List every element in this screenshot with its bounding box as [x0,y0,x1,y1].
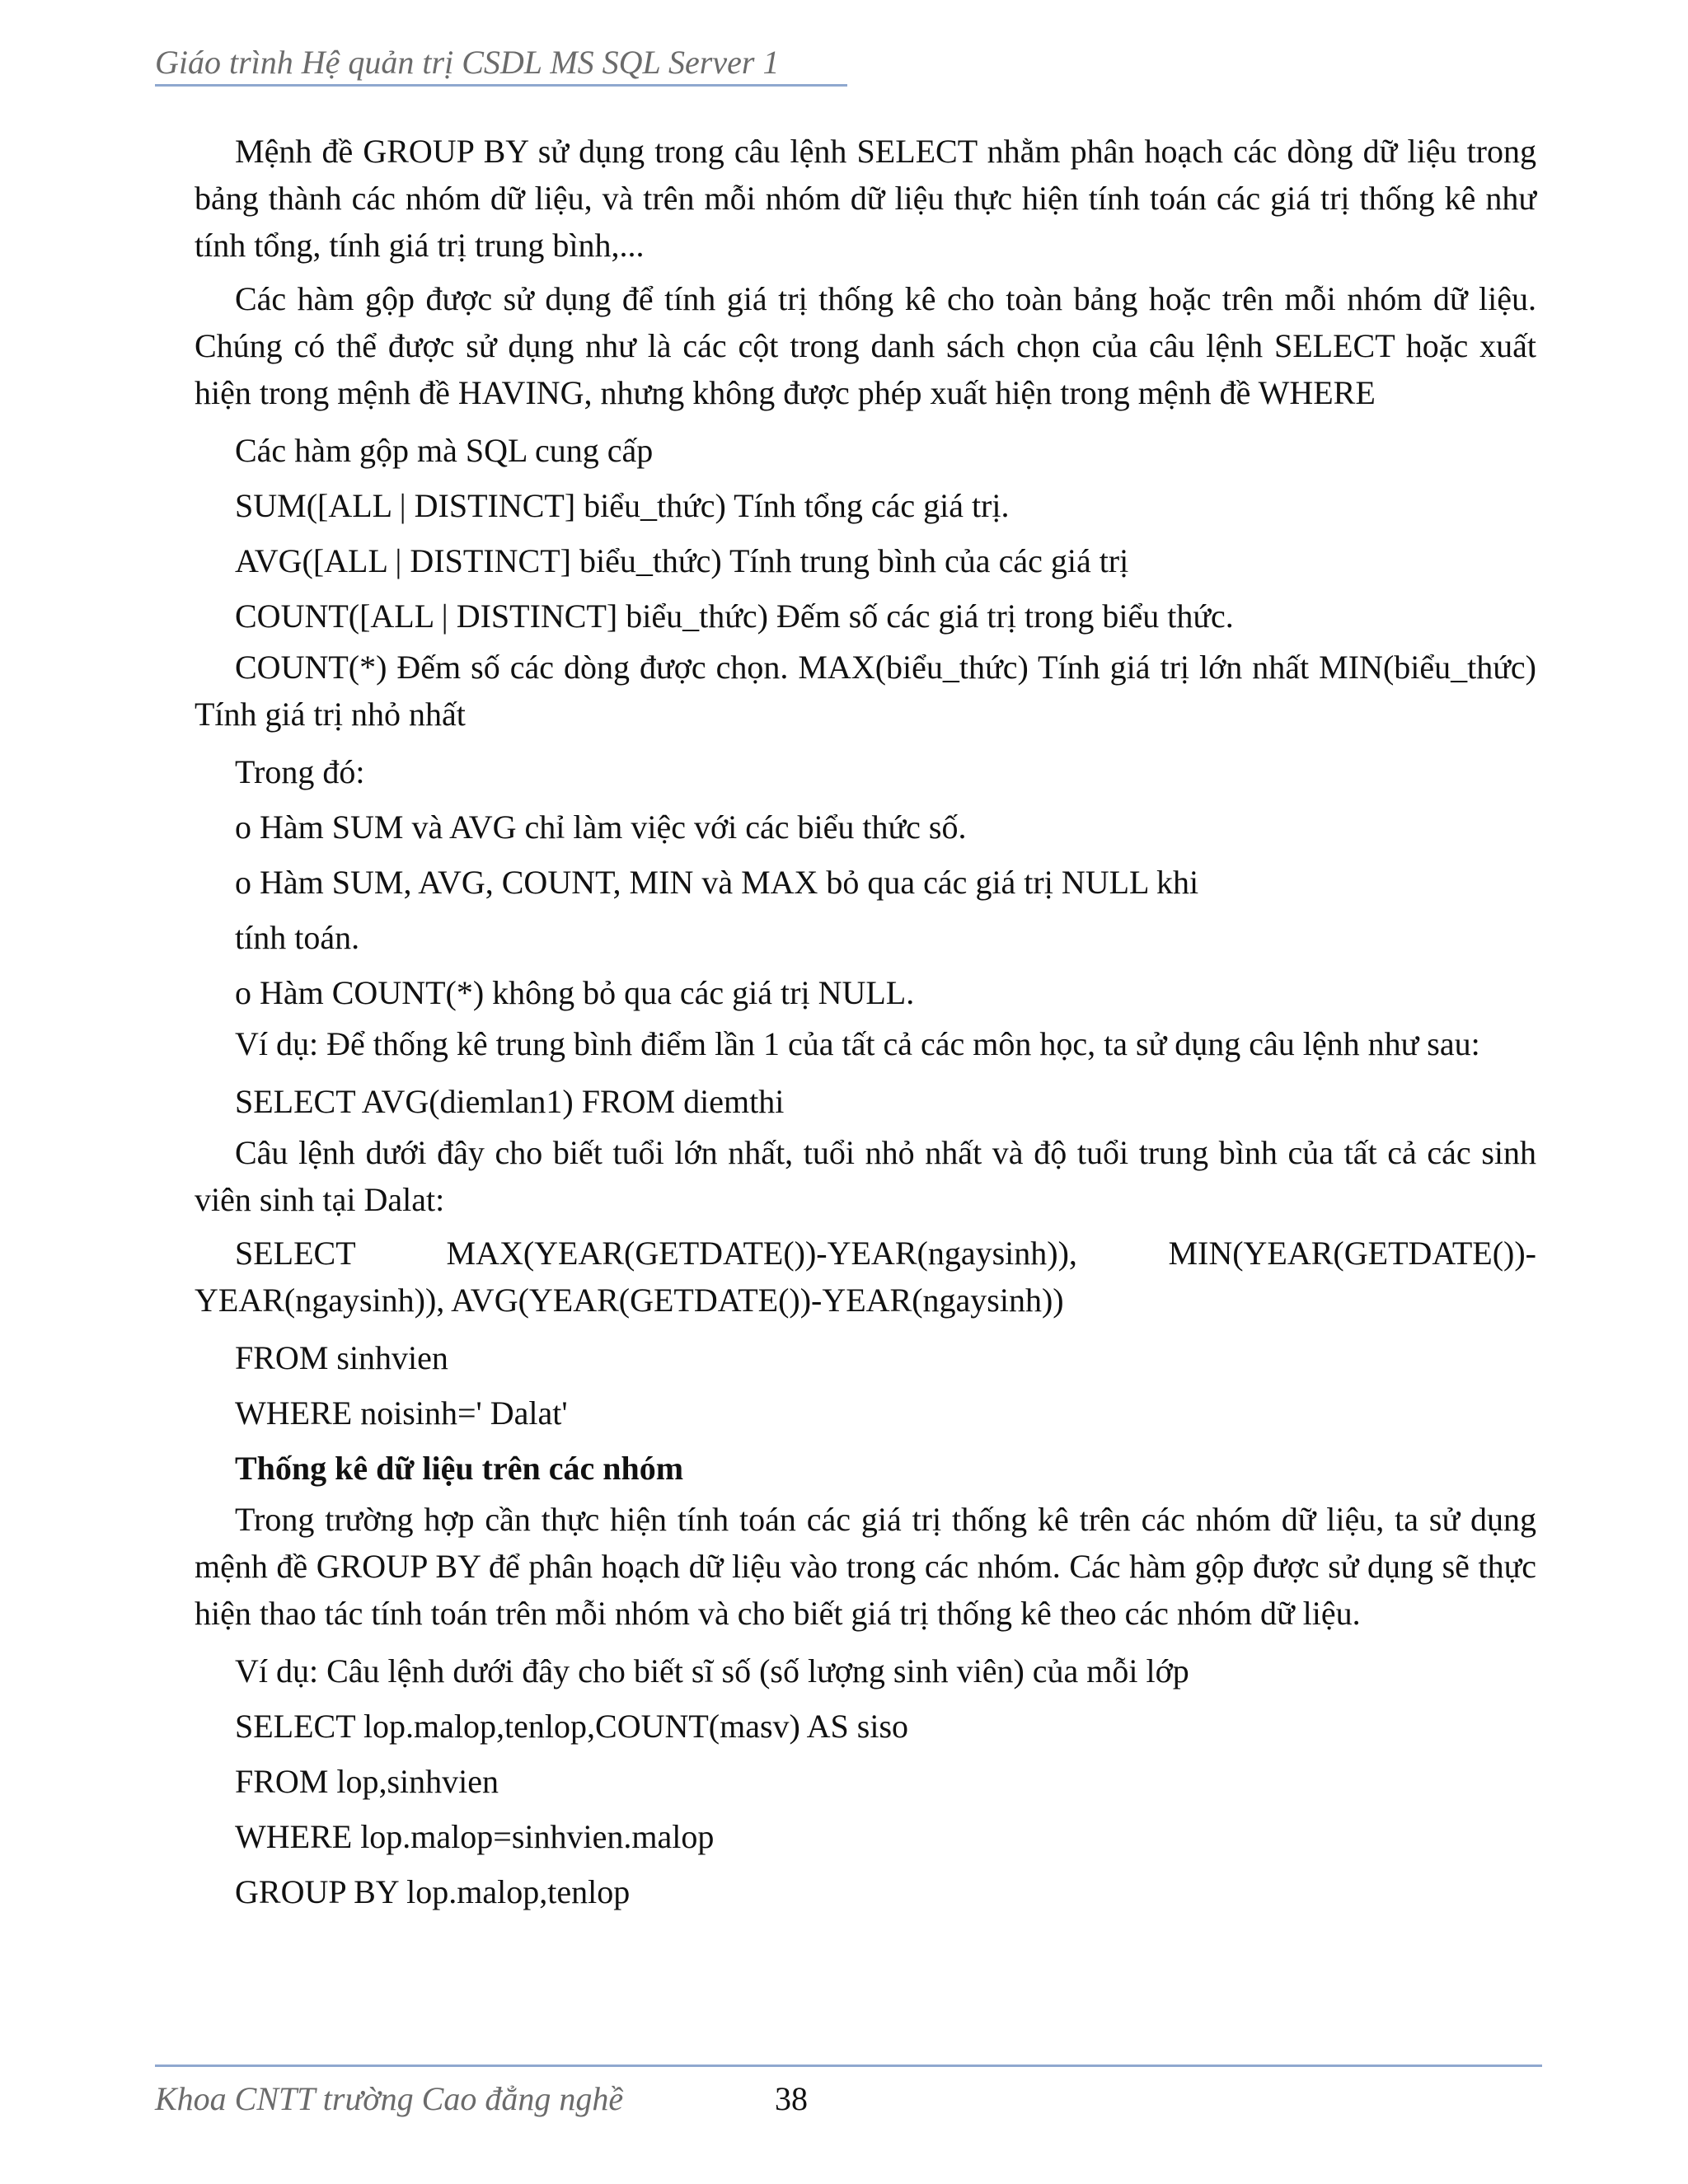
code-from-lop-sinhvien: FROM lop,sinhvien [235,1763,499,1800]
line-trong-do: Trong đó: [235,753,365,790]
line-note-null-cont: tính toán. [235,919,360,956]
line-count: COUNT([ALL | DISTINCT] biểu_thức) Đếm số các giá trị trong biểu thức. [235,598,1234,635]
line-example-3: Ví dụ: Câu lệnh dưới đây cho biết sĩ số (số lượng sinh viên) của mỗi lớp [235,1652,1189,1690]
paragraph-group-stats: Trong trường hợp cần thực hiện tính toán các giá trị thống kê trên các nhóm dữ liệu, ta sử dụng mệnh đề GROUP BY để phân hoạch dữ liệu vào trong các nhóm. Các hàm gộp được sử dụng sẽ thực hiện thao tác tính toán trên mỗi nhóm và cho biết giá trị thống kê theo các nhóm dữ liệu. [195,1501,1536,1632]
footer-divider [155,2064,1542,2067]
code-where-malop: WHERE lop.malop=sinhvien.malop [235,1818,715,1855]
section-heading: Thống kê dữ liệu trên các nhóm [235,1450,684,1487]
code-from-sinhvien: FROM sinhvien [235,1339,448,1376]
code-where-noisinh: WHERE noisinh=' Dalat' [235,1394,568,1432]
code-select-avg: SELECT AVG(diemlan1) FROM diemthi [235,1083,785,1120]
line-aggregate-list-intro: Các hàm gộp mà SQL cung cấp [235,432,654,469]
page-body [195,128,1536,1919]
line-note-count-star: o Hàm COUNT(*) không bỏ qua các giá trị NULL. [235,974,915,1011]
line-avg: AVG([ALL | DISTINCT] biểu_thức) Tính trung bình của các giá trị [235,542,1129,579]
code-select-siso: SELECT lop.malop,tenlop,COUNT(masv) AS siso [235,1708,909,1745]
line-sum: SUM([ALL | DISTINCT] biểu_thức) Tính tổng các giá trị. [235,487,1010,524]
paragraph-group-by-intro: Mệnh đề GROUP BY sử dụng trong câu lệnh SELECT nhằm phân hoạch các dòng dữ liệu trong bảng thành các nhóm dữ liệu, và trên mỗi nhóm dữ liệu thực hiện tính toán các giá trị thống kê như tính tổng, tính giá trị trung bình,... [195,133,1536,264]
paragraph-example-2: Câu lệnh dưới đây cho biết tuổi lớn nhất, tuổi nhỏ nhất và độ tuổi trung bình của tất cả các sinh viên sinh tại Dalat: [195,1134,1536,1218]
header-title: Giáo trình Hệ quản trị CSDL MS SQL Server 1 [155,44,780,81]
line-note-null: o Hàm SUM, AVG, COUNT, MIN và MAX bỏ qua các giá trị NULL khi [235,864,1199,901]
paragraph-example-1: Ví dụ: Để thống kê trung bình điểm lần 1 của tất cả các môn học, ta sử dụng câu lệnh như sau: [235,1025,1480,1062]
code-select-max-min-avg: SELECT MAX(YEAR(GETDATE())-YEAR(ngaysinh)), MIN(YEAR(GETDATE())-YEAR(ngaysinh)), AVG(YEAR(GETDATE())-YEAR(ngaysinh)) [195,1235,1536,1319]
footer-label: Khoa CNTT trường Cao đẳng nghề [155,2080,624,2117]
paragraph-aggregate-functions: Các hàm gộp được sử dụng để tính giá trị thống kê cho toàn bảng hoặc trên mỗi nhóm dữ liệu. Chúng có thể được sử dụng như là các cột trong danh sách chọn của câu lệnh SELECT hoặc xuất hiện trong mệnh đề HAVING, nhưng không được phép xuất hiện trong mệnh đề WHERE [195,280,1536,411]
paragraph-count-max-min: COUNT(*) Đếm số các dòng được chọn. MAX(biểu_thức) Tính giá trị lớn nhất MIN(biểu_thức) Tính giá trị nhỏ nhất [195,649,1536,733]
page-number: 38 [775,2080,808,2117]
line-note-sum-avg: o Hàm SUM và AVG chỉ làm việc với các biểu thức số. [235,808,967,846]
page-header [155,41,847,87]
code-group-by: GROUP BY lop.malop,tenlop [235,1873,631,1910]
